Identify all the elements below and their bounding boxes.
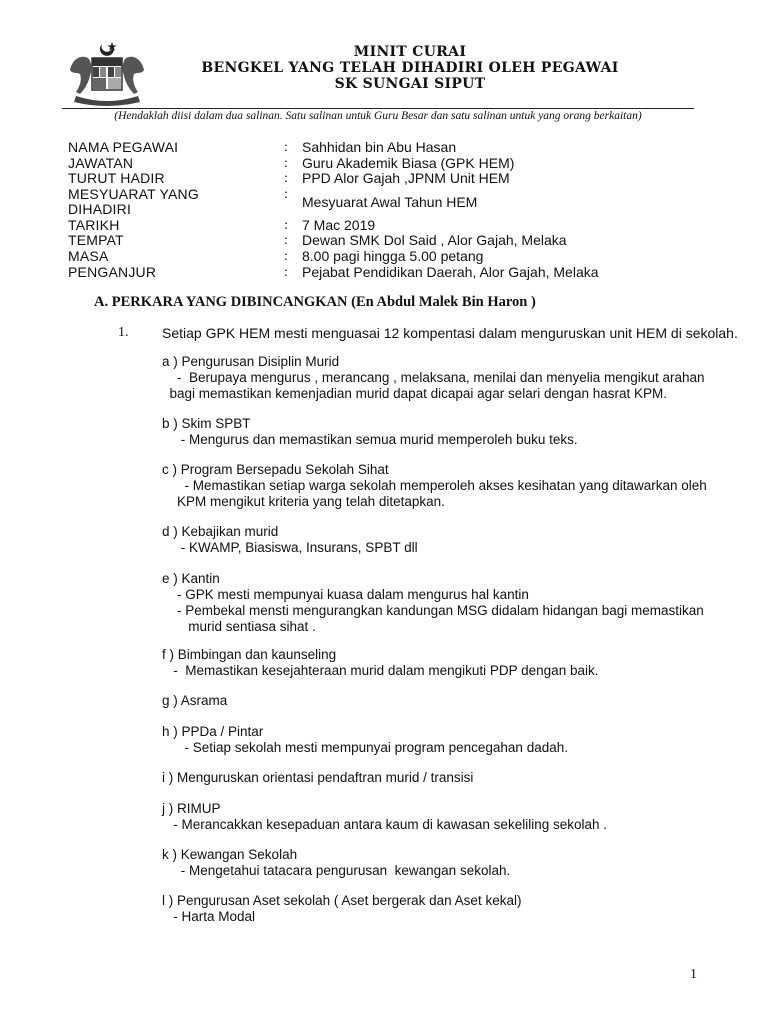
info-value: Pejabat Pendidikan Daerah, Alor Gajah, Melaka (302, 263, 599, 280)
info-value: PPD Alor Gajah ,JPNM Unit HEM (302, 170, 510, 187)
info-colon: : (284, 248, 288, 264)
info-label: NAMA PEGAWAI (68, 139, 179, 155)
item-detail: murid sentiasa sihat . (162, 619, 316, 634)
info-colon: : (284, 186, 288, 202)
info-row-penganjur (68, 265, 688, 281)
info-label: TEMPAT (68, 232, 124, 249)
item-heading: e ) Kantin (162, 571, 220, 586)
info-label: JAWATAN (68, 154, 134, 171)
info-row-nama (68, 140, 688, 156)
info-row-mesyuarat (68, 187, 688, 218)
header-divider (62, 108, 694, 109)
item-heading: h ) PPDa / Pintar (162, 724, 264, 739)
info-row-turut-hadir (68, 171, 688, 187)
coat-of-arms-logo (66, 40, 148, 108)
info-label: MASA (68, 247, 109, 264)
item-detail: - Harta Modal (162, 909, 256, 924)
item-heading: k ) Kewangan Sekolah (162, 847, 298, 862)
info-label: PENGANJUR (68, 263, 157, 280)
title-minit-curai: MINIT CURAI (353, 44, 467, 60)
item-orientasi (162, 770, 473, 786)
info-row-jawatan (68, 156, 688, 172)
point-number: 1. (118, 325, 129, 340)
info-label: TARIKH (68, 216, 120, 233)
item-heading: g ) Asrama (162, 693, 228, 708)
item-rimup (162, 801, 607, 833)
item-asrama (162, 693, 227, 709)
info-row-tempat (68, 233, 688, 249)
info-value: Dewan SMK Dol Said , Alor Gajah, Melaka (302, 232, 567, 249)
item-detail: - Memastikan kesejahteraan murid dalam mengikuti PDP dengan baik. (162, 663, 599, 678)
item-detail: - Mengetahui tatacara pengurusan kewangan sekolah. (162, 863, 511, 878)
item-disiplin (162, 354, 705, 402)
item-detail: bagi memastikan kemenjadian murid dapat dicapai agar selari dengan hasrat KPM. (162, 386, 668, 401)
item-detail: KPM mengikut kriteria yang telah ditetapkan. (162, 494, 445, 509)
item-detail: - Berupaya mengurus , merancang , melaksana, menilai dan menyelia mengikut arahan (162, 370, 705, 385)
item-detail: - GPK mesti mempunyai kuasa dalam mengurus hal kantin (162, 587, 529, 602)
item-heading: l ) Pengurusan Aset sekolah ( Aset bergerak dan Aset kekal) (162, 893, 522, 908)
item-kewangan (162, 847, 510, 879)
info-colon: : (284, 217, 288, 233)
item-heading: c ) Program Bersepadu Sekolah Sihat (162, 462, 389, 477)
title-school-name: SK SUNGAI SIPUT (334, 76, 486, 92)
item-heading: j ) RIMUP (162, 801, 221, 816)
item-heading: i ) Menguruskan orientasi pendaftran murid / transisi (162, 770, 474, 785)
info-colon: : (284, 264, 288, 280)
item-detail: - Mengurus dan memastikan semua murid memperoleh buku teks. (162, 432, 578, 447)
item-kantin (162, 571, 704, 635)
info-label (68, 187, 268, 218)
item-sekolah-sihat (162, 462, 707, 510)
info-row-tarikh (68, 218, 688, 234)
info-value: Guru Akademik Biasa (GPK HEM) (302, 154, 515, 171)
section-a-heading: A. PERKARA YANG DIBINCANGKAN (En Abdul Malek Bin Haron ) (94, 294, 536, 310)
item-detail: - Memastikan setiap warga sekolah memperoleh akses kesihatan yang ditawarkan oleh (162, 478, 707, 493)
info-colon: : (284, 155, 288, 171)
info-value: 8.00 pagi hingga 5.00 petang (302, 247, 484, 264)
info-colon: : (284, 233, 288, 249)
info-label-line2: DIHADIRI (68, 201, 132, 218)
item-heading: d ) Kebajikan murid (162, 524, 279, 539)
item-ppda (162, 724, 568, 756)
info-value: 7 Mac 2019 (302, 216, 376, 233)
item-bimbingan (162, 647, 598, 679)
item-heading: a ) Pengurusan Disiplin Murid (162, 354, 340, 369)
item-detail: - KWAMP, Biasiswa, Insurans, SPBT dll (162, 540, 418, 555)
item-detail: - Setiap sekolah mesti mempunyai program pencegahan dadah. (162, 740, 568, 755)
info-value: Sahhidan bin Abu Hasan (302, 139, 457, 155)
item-heading: b ) Skim SPBT (162, 416, 251, 431)
item-detail: - Merancakkan kesepaduan antara kaum di kawasan sekeliling sekolah . (162, 817, 607, 832)
item-spbt (162, 416, 578, 448)
info-label-line1: MESYUARAT YANG (68, 185, 199, 202)
info-colon: : (284, 140, 288, 155)
info-row-masa (68, 249, 688, 265)
point-text: Setiap GPK HEM mesti menguasai 12 kompentasi dalam menguruskan unit HEM di sekolah. (162, 325, 738, 341)
item-detail: - Pembekal mensti mengurangkan kandungan MSG didalam hidangan bagi memastikan (162, 603, 704, 618)
info-colon: : (284, 171, 288, 187)
title-bengkel: BENGKEL YANG TELAH DIHADIRI OLEH PEGAWAI (201, 60, 619, 76)
officer-info-table (68, 140, 688, 280)
item-aset (162, 893, 521, 925)
info-value: Mesyuarat Awal Tahun HEM (302, 193, 478, 210)
page-number: 1 (690, 967, 697, 982)
copy-instruction-note: (Hendaklah diisi dalam dua salinan. Satu salinan untuk Guru Besar dan satu salinan untuk yang orang berkaitan) (114, 110, 642, 122)
item-heading: f ) Bimbingan dan kaunseling (162, 647, 337, 662)
item-kebajikan (162, 524, 418, 556)
document-title-block (150, 44, 670, 92)
info-label: TURUT HADIR (68, 170, 165, 187)
